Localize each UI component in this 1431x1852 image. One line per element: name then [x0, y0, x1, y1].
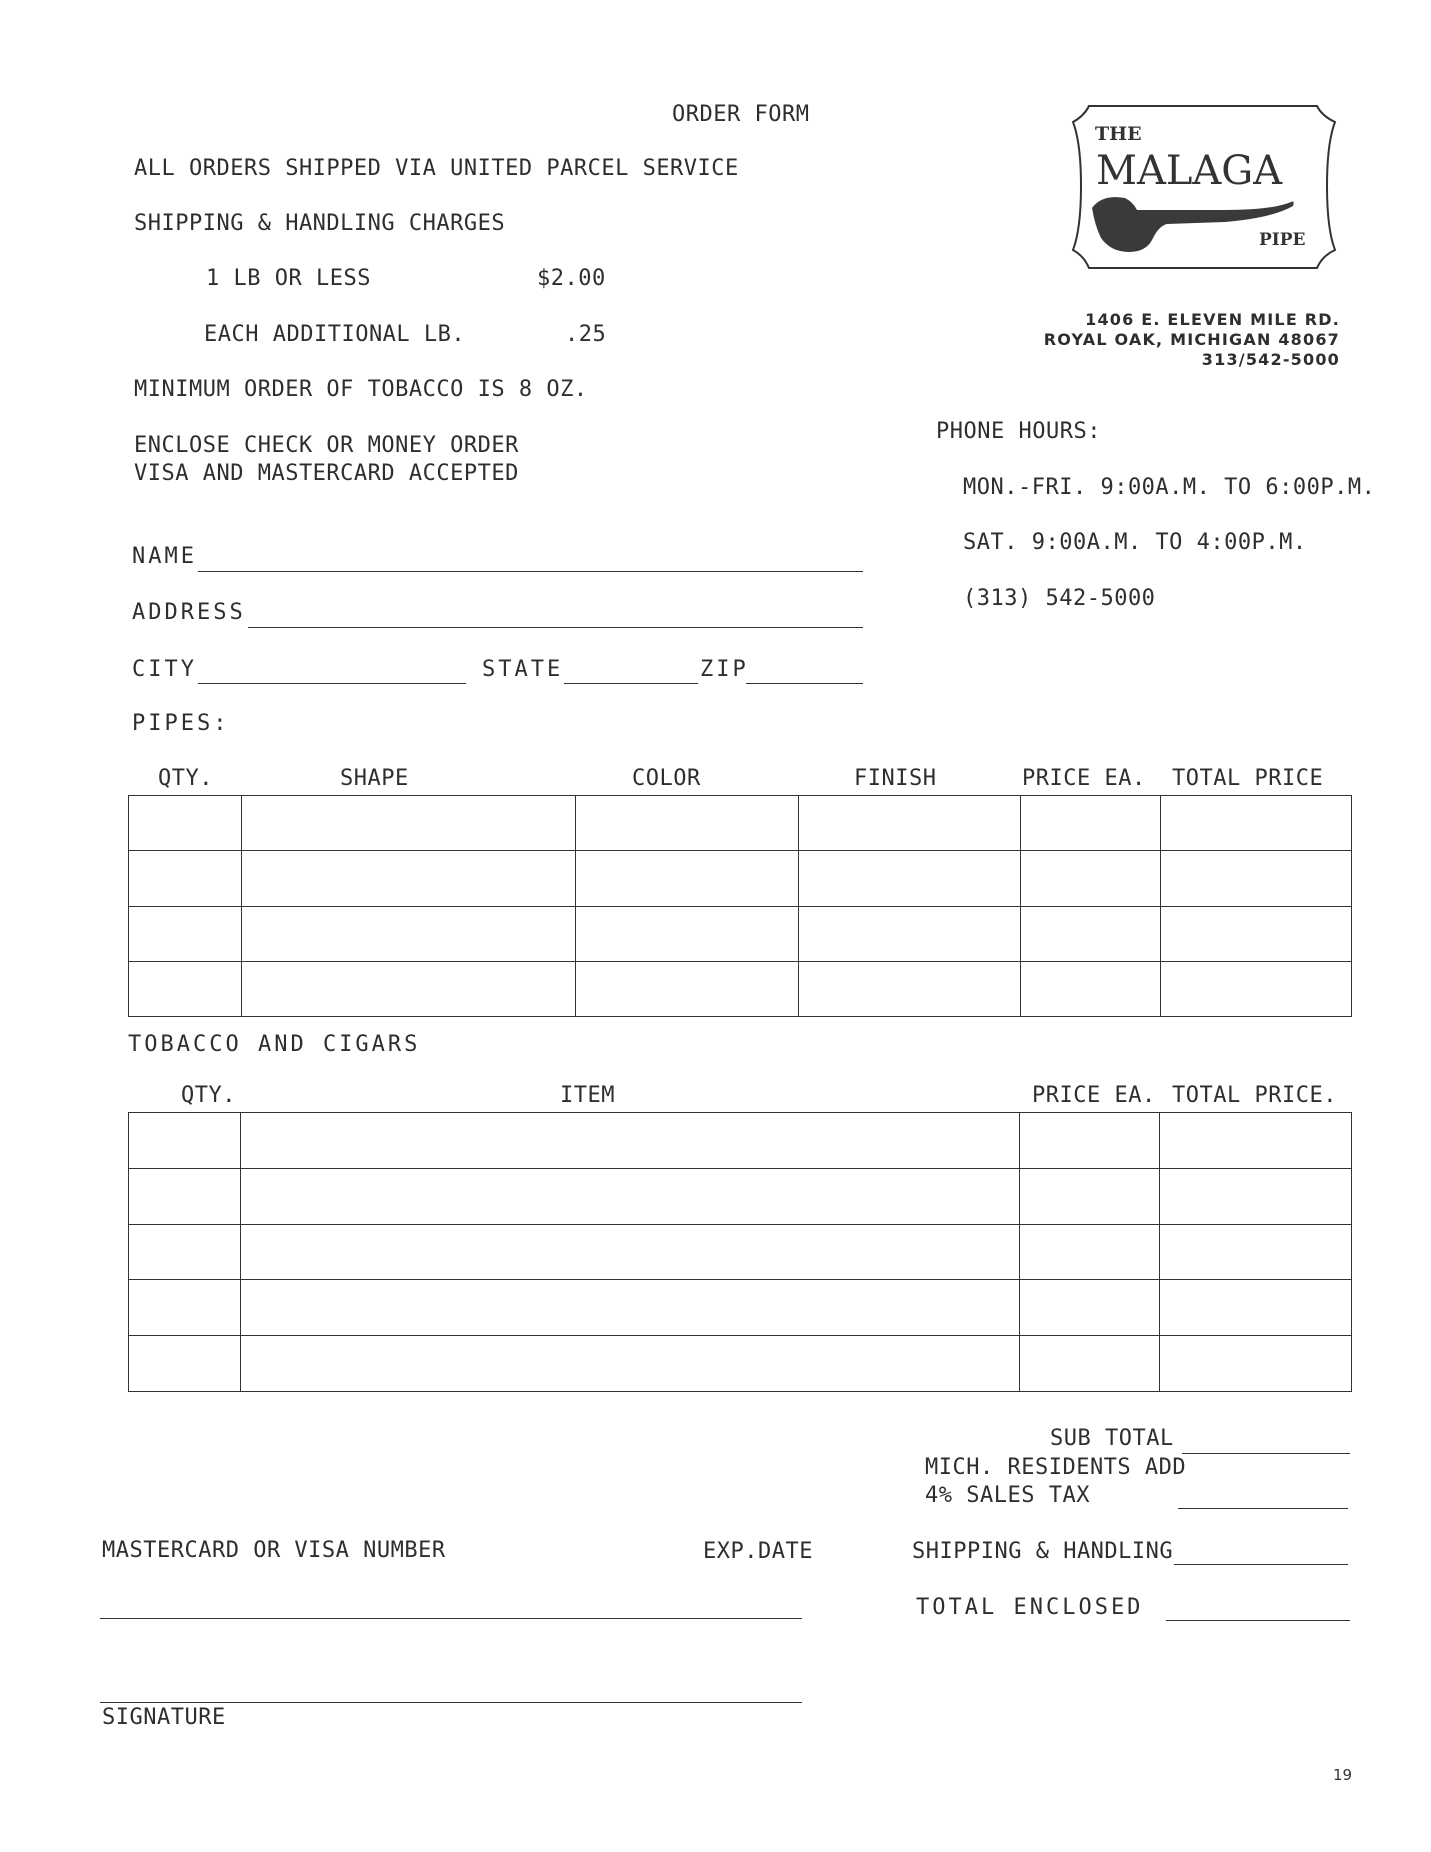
tobacco-total-price-cell[interactable] [1160, 1224, 1352, 1280]
table-row [129, 961, 1352, 1016]
pipe-shape-cell[interactable] [241, 961, 575, 1016]
shipping-handling-label: SHIPPING & HANDLING [912, 1539, 1174, 1564]
tobacco-qty-cell[interactable] [129, 1336, 241, 1392]
store-city: ROYAL OAK, MICHIGAN 48067 [1043, 330, 1340, 349]
page-number: 19 [1333, 1766, 1353, 1784]
address-label: ADDRESS [132, 600, 246, 625]
tobacco-col-qty: QTY. [181, 1083, 236, 1108]
phone-hours-weekday: MON.-FRI. 9:00A.M. TO 6:00P.M. [963, 475, 1376, 500]
charge-price-first-lb: $2.00 [537, 266, 606, 291]
pipe-price-each-cell[interactable] [1021, 851, 1161, 906]
zip-label: ZIP [700, 657, 749, 682]
pipe-color-cell[interactable] [575, 851, 799, 906]
pipe-finish-cell[interactable] [799, 906, 1021, 961]
pipe-color-cell[interactable] [575, 961, 799, 1016]
phone-hours-number: (313) 542-5000 [963, 586, 1156, 611]
pipe-shape-cell[interactable] [241, 796, 575, 851]
tobacco-item-cell[interactable] [240, 1168, 1019, 1224]
pipe-total-price-cell[interactable] [1161, 961, 1352, 1016]
logo-name-text: MALAGA [1096, 148, 1283, 194]
pipe-qty-cell[interactable] [129, 796, 242, 851]
tobacco-heading: TOBACCO AND CIGARS [128, 1032, 421, 1057]
payment-note-2: VISA AND MASTERCARD ACCEPTED [134, 461, 519, 486]
pipe-finish-cell[interactable] [799, 961, 1021, 1016]
logo-the-text: THE [1095, 123, 1142, 145]
pipe-total-price-cell[interactable] [1161, 906, 1352, 961]
tobacco-price-each-cell[interactable] [1020, 1113, 1160, 1169]
pipes-col-color: COLOR [632, 766, 701, 791]
malaga-pipe-logo [1067, 98, 1341, 276]
table-row [129, 906, 1352, 961]
phone-hours-heading: PHONE HOURS: [936, 419, 1101, 444]
tobacco-price-each-cell[interactable] [1020, 1224, 1160, 1280]
tobacco-price-each-cell[interactable] [1020, 1336, 1160, 1392]
pipe-qty-cell[interactable] [129, 851, 242, 906]
charge-label-first-lb: 1 LB OR LESS [206, 266, 371, 291]
tobacco-item-cell[interactable] [240, 1113, 1019, 1169]
pipes-heading: PIPES: [132, 711, 230, 736]
pipe-price-each-cell[interactable] [1021, 796, 1161, 851]
pipe-shape-cell[interactable] [241, 906, 575, 961]
tobacco-col-item: ITEM [560, 1083, 615, 1108]
charge-label-additional-lb: EACH ADDITIONAL LB. [204, 322, 466, 347]
payment-note-1: ENCLOSE CHECK OR MONEY ORDER [134, 433, 519, 458]
tobacco-qty-cell[interactable] [129, 1280, 241, 1336]
pipe-total-price-cell[interactable] [1161, 796, 1352, 851]
table-row [129, 796, 1352, 851]
table-row [129, 851, 1352, 906]
address-field[interactable] [248, 627, 863, 628]
name-label: NAME [132, 544, 197, 569]
city-field[interactable] [198, 683, 466, 684]
store-street: 1406 E. ELEVEN MILE RD. [1085, 310, 1340, 329]
total-enclosed-label: TOTAL ENCLOSED [916, 1595, 1144, 1620]
tobacco-price-each-cell[interactable] [1020, 1168, 1160, 1224]
tobacco-qty-cell[interactable] [129, 1113, 241, 1169]
sales-tax-field[interactable] [1178, 1508, 1348, 1509]
card-number-field[interactable] [100, 1618, 802, 1619]
state-field[interactable] [564, 683, 698, 684]
tobacco-qty-cell[interactable] [129, 1168, 241, 1224]
pipe-shape-cell[interactable] [241, 851, 575, 906]
pipes-col-finish: FINISH [854, 766, 937, 791]
card-number-label: MASTERCARD OR VISA NUMBER [102, 1538, 446, 1563]
pipe-price-each-cell[interactable] [1021, 961, 1161, 1016]
shipping-handling-field[interactable] [1174, 1564, 1348, 1565]
logo-pipe-text: PIPE [1259, 230, 1306, 250]
pipe-qty-cell[interactable] [129, 961, 242, 1016]
tobacco-total-price-cell[interactable] [1160, 1113, 1352, 1169]
zip-field[interactable] [746, 683, 863, 684]
name-field[interactable] [198, 571, 863, 572]
tobacco-price-each-cell[interactable] [1020, 1280, 1160, 1336]
tobacco-item-cell[interactable] [240, 1280, 1019, 1336]
table-row [129, 1336, 1352, 1392]
pipe-color-cell[interactable] [575, 796, 799, 851]
shipping-note: ALL ORDERS SHIPPED VIA UNITED PARCEL SERVICE [134, 156, 739, 181]
tax-label-1: MICH. RESIDENTS ADD [925, 1455, 1187, 1480]
tobacco-total-price-cell[interactable] [1160, 1336, 1352, 1392]
signature-label: SIGNATURE [102, 1705, 226, 1730]
minimum-order-note: MINIMUM ORDER OF TOBACCO IS 8 OZ. [134, 377, 588, 402]
subtotal-label: SUB TOTAL [1050, 1426, 1174, 1451]
table-row [129, 1224, 1352, 1280]
store-phone: 313/542-5000 [1201, 350, 1340, 369]
phone-hours-saturday: SAT. 9:00A.M. TO 4:00P.M. [963, 530, 1307, 555]
tobacco-total-price-cell[interactable] [1160, 1168, 1352, 1224]
tobacco-qty-cell[interactable] [129, 1224, 241, 1280]
pipes-col-shape: SHAPE [340, 766, 409, 791]
total-enclosed-field[interactable] [1166, 1620, 1350, 1621]
pipe-finish-cell[interactable] [799, 851, 1021, 906]
signature-field[interactable] [100, 1702, 802, 1703]
tobacco-col-total-price: TOTAL PRICE. [1172, 1083, 1337, 1108]
exp-date-label: EXP.DATE [703, 1539, 813, 1564]
pipes-col-qty: QTY. [158, 766, 213, 791]
tax-label-2: 4% SALES TAX [925, 1483, 1090, 1508]
tobacco-item-cell[interactable] [240, 1336, 1019, 1392]
tobacco-total-price-cell[interactable] [1160, 1280, 1352, 1336]
city-label: CITY [132, 657, 197, 682]
pipe-price-each-cell[interactable] [1021, 906, 1161, 961]
pipe-total-price-cell[interactable] [1161, 851, 1352, 906]
pipes-table [128, 795, 1352, 1017]
pipe-qty-cell[interactable] [129, 906, 242, 961]
pipe-finish-cell[interactable] [799, 796, 1021, 851]
table-row [129, 1113, 1352, 1169]
pipe-color-cell[interactable] [575, 906, 799, 961]
subtotal-field[interactable] [1182, 1453, 1350, 1454]
tobacco-item-cell[interactable] [240, 1224, 1019, 1280]
pipes-col-total-price: TOTAL PRICE [1172, 766, 1324, 791]
tobacco-col-price-each: PRICE EA. [1032, 1083, 1156, 1108]
table-row [129, 1168, 1352, 1224]
table-row [129, 1280, 1352, 1336]
state-label: STATE [482, 657, 564, 682]
pipes-col-price-each: PRICE EA. [1022, 766, 1146, 791]
shipping-charges-heading: SHIPPING & HANDLING CHARGES [134, 211, 506, 236]
tobacco-table [128, 1112, 1352, 1392]
page-title: ORDER FORM [672, 102, 810, 127]
charge-price-additional-lb: .25 [565, 322, 607, 347]
